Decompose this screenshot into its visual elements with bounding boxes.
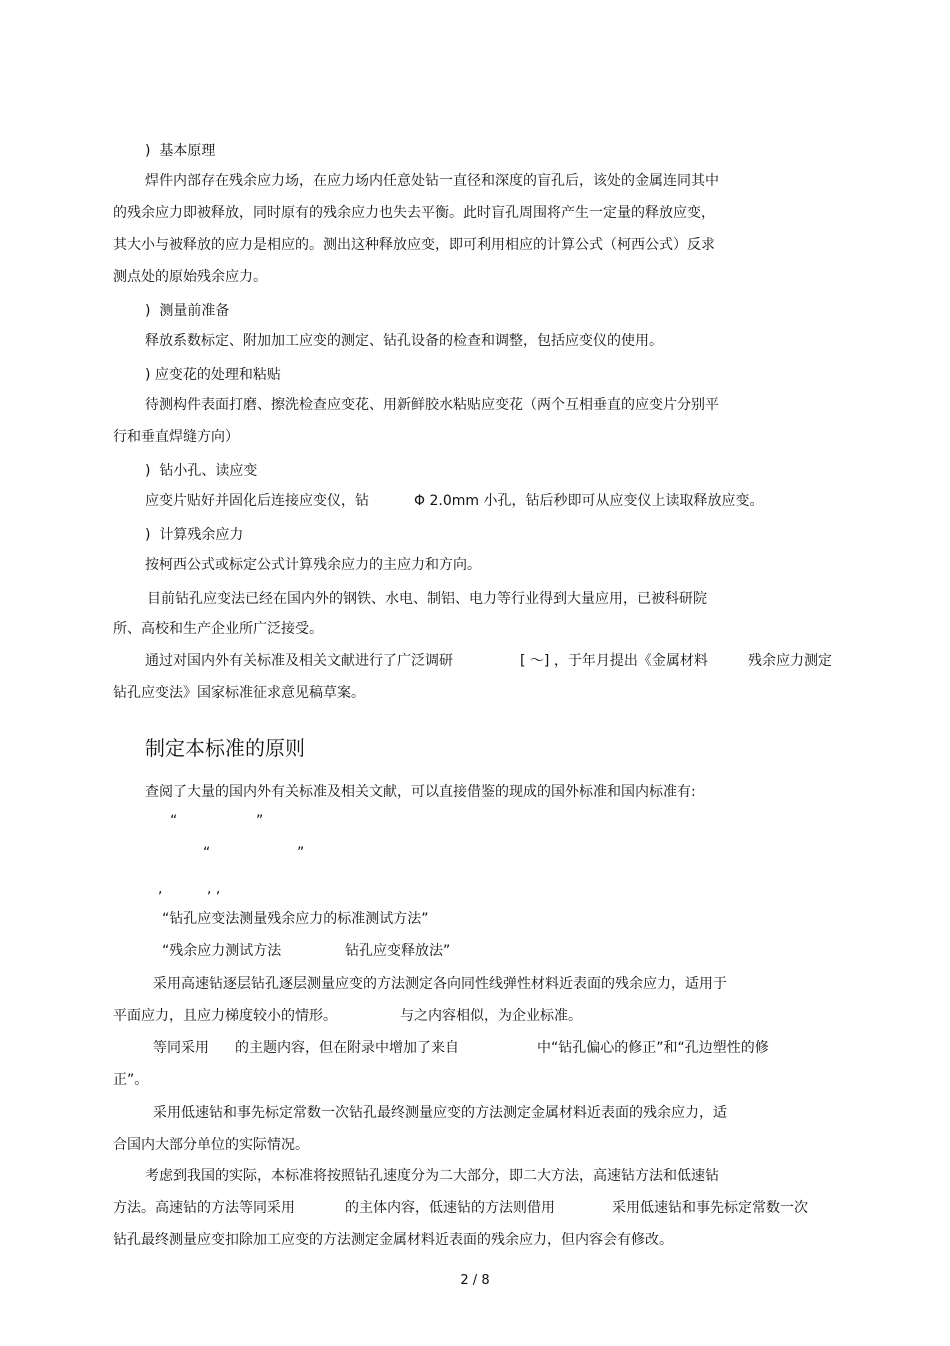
paragraph-line: 采用低速钻和事先标定常数一次: [612, 1200, 808, 1216]
subheading-basic-principle: ) 基本原理: [145, 143, 216, 159]
paragraph-line: 应变片贴好并固化后连接应变仪，钻: [145, 493, 369, 509]
paragraph-line: 采用低速钻和事先标定常数一次钻孔最终测量应变的方法测定金属材料近表面的残余应力，适: [153, 1105, 727, 1121]
paragraph-line: 的主题内容，但在附录中增加了来自: [235, 1040, 459, 1056]
paragraph-line: 与之内容相似，为企业标准。: [400, 1008, 582, 1024]
paragraph-line: 钻孔应变法》国家标准征求意见稿草案。: [113, 685, 365, 701]
paragraph-line: 焊件内部存在残余应力场，在应力场内任意处钻一直径和深度的盲孔后，该处的金属连同其中: [145, 173, 719, 189]
paragraph-line: 采用高速钻逐层钻孔逐层测量应变的方法测定各向同性线弹性材料近表面的残余应力，适用于: [153, 976, 727, 992]
paragraph-line: 行和垂直焊缝方向）: [113, 429, 239, 445]
paragraph-line: 等同采用: [153, 1040, 209, 1056]
paragraph-line: 所、高校和生产企业所广泛接受。: [113, 621, 323, 637]
paragraph-line: 的主体内容，低速钻的方法则借用: [345, 1200, 555, 1216]
quote-mark: “: [203, 845, 211, 861]
page-number: 2 / 8: [460, 1273, 490, 1288]
paragraph-line: 正”。: [113, 1072, 149, 1088]
subheading-rosette: ) 应变花的处理和粘贴: [145, 367, 281, 383]
paragraph-line: [ ～] ，于年月提出《金属材料: [520, 653, 708, 669]
paragraph-line: 钻孔最终测量应变扣除加工应变的方法测定金属材料近表面的残余应力，但内容会有修改。: [113, 1232, 673, 1248]
paragraph-line: 释放系数标定、附加加工应变的测定、钻孔设备的检查和调整，包括应变仪的使用。: [145, 333, 663, 349]
paragraph-line: 残余应力测定: [748, 653, 832, 669]
quote-mark: “: [170, 813, 178, 829]
subheading-drilling: ) 钻小孔、读应变: [145, 463, 258, 479]
paragraph-line: 的残余应力即被释放，同时原有的残余应力也失去平衡。此时盲孔周围将产生一定量的释放应变，: [113, 205, 715, 221]
quote-mark: ”: [256, 813, 264, 829]
standard-title: “钻孔应变法测量残余应力的标准测试方法”: [162, 911, 429, 927]
punctuation: , ,: [207, 881, 221, 897]
paragraph-line: 通过对国内外有关标准及相关文献进行了广泛调研: [145, 653, 453, 669]
standard-title: 钻孔应变释放法”: [345, 943, 451, 959]
paragraph-line: 其大小与被释放的应力是相应的。测出这种释放应变，即可利用相应的计算公式（柯西公式）反求: [113, 237, 715, 253]
paragraph-line: 考虑到我国的实际，本标准将按照钻孔速度分为二大部分，即二大方法，高速钻方法和低速钻: [145, 1168, 719, 1184]
paragraph-line: 按柯西公式或标定公式计算残余应力的主应力和方向。: [145, 557, 481, 573]
paragraph-line: Φ 2.0mm 小孔，钻后秒即可从应变仪上读取释放应变。: [414, 493, 764, 509]
subheading-calculation: ) 计算残余应力: [145, 527, 244, 543]
paragraph-line: 测点处的原始残余应力。: [113, 269, 267, 285]
punctuation: ,: [158, 881, 163, 897]
quote-mark: ”: [297, 845, 305, 861]
standard-title: “残余应力测试方法: [162, 943, 282, 959]
paragraph-line: 待测构件表面打磨、擦洗检查应变花、用新鲜胶水粘贴应变花（两个互相垂直的应变片分别平: [145, 397, 719, 413]
paragraph-line: 中“钻孔偏心的修正”和“孔边塑性的修: [537, 1040, 769, 1056]
subheading-preparation: ) 测量前准备: [145, 303, 230, 319]
paragraph-line: 查阅了大量的国内外有关标准及相关文献，可以直接借鉴的现成的国外标准和国内标准有:: [145, 784, 696, 800]
paragraph-line: 方法。高速钻的方法等同采用: [113, 1200, 295, 1216]
paragraph-line: 目前钻孔应变法已经在国内外的钢铁、水电、制铝、电力等行业得到大量应用，已被科研院: [147, 591, 707, 607]
section-title: 制定本标准的原则: [145, 736, 305, 760]
paragraph-line: 平面应力，且应力梯度较小的情形。: [113, 1008, 337, 1024]
paragraph-line: 合国内大部分单位的实际情况。: [113, 1137, 309, 1153]
